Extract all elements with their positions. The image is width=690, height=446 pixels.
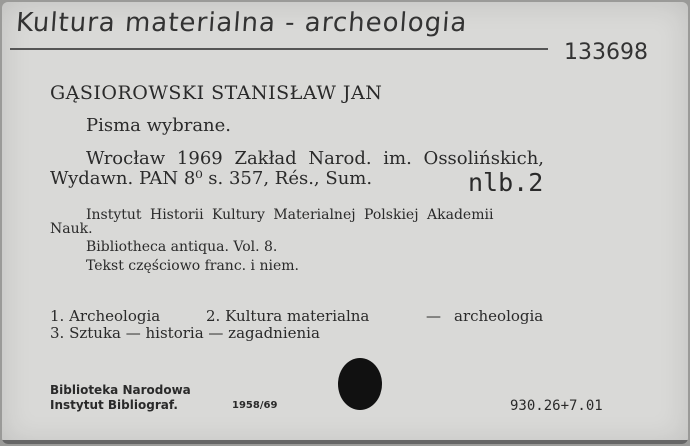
- note-line-2: Nauk.: [50, 221, 93, 237]
- catalog-card: [2, 2, 688, 444]
- subject-3: 3. Sztuka — historia — zagadnienia: [50, 324, 320, 342]
- shelf-mark: nlb.2: [468, 168, 544, 197]
- header-rule: [10, 48, 548, 50]
- year-code: 1958/69: [232, 400, 278, 411]
- call-number: 133698: [564, 40, 648, 65]
- handwritten-subject: Kultura materialna - archeologia: [14, 8, 469, 38]
- note-line-3: Bibliotheca antiqua. Vol. 8.: [86, 239, 278, 255]
- bottom-edge: [2, 440, 688, 444]
- imprint-line-1: Wrocław 1969 Zakład Narod. im. Ossolińskich,: [86, 148, 545, 169]
- punch-hole: [338, 358, 382, 410]
- library-line-2: Instytut Bibliograf.: [50, 398, 178, 412]
- note-line-1: Instytut Historii Kultury Materialnej Polskiej Akademii: [86, 207, 494, 223]
- title: Pisma wybrane.: [86, 115, 232, 136]
- library-line-1: Biblioteka Narodowa: [50, 383, 191, 397]
- author: GĄSIOROWSKI STANISŁAW JAN: [50, 82, 383, 104]
- subject-2-sub: archeologia: [454, 307, 544, 325]
- imprint-line-2: Wydawn. PAN 8⁰ s. 357, Rés., Sum.: [50, 168, 373, 189]
- subject-1: 1. Archeologia: [50, 307, 161, 325]
- note-line-4: Tekst częściowo franc. i niem.: [86, 258, 299, 274]
- subject-2-dash: —: [426, 307, 441, 325]
- subject-2: 2. Kultura materialna: [206, 307, 370, 325]
- classification: 930.26+7.01: [510, 398, 603, 414]
